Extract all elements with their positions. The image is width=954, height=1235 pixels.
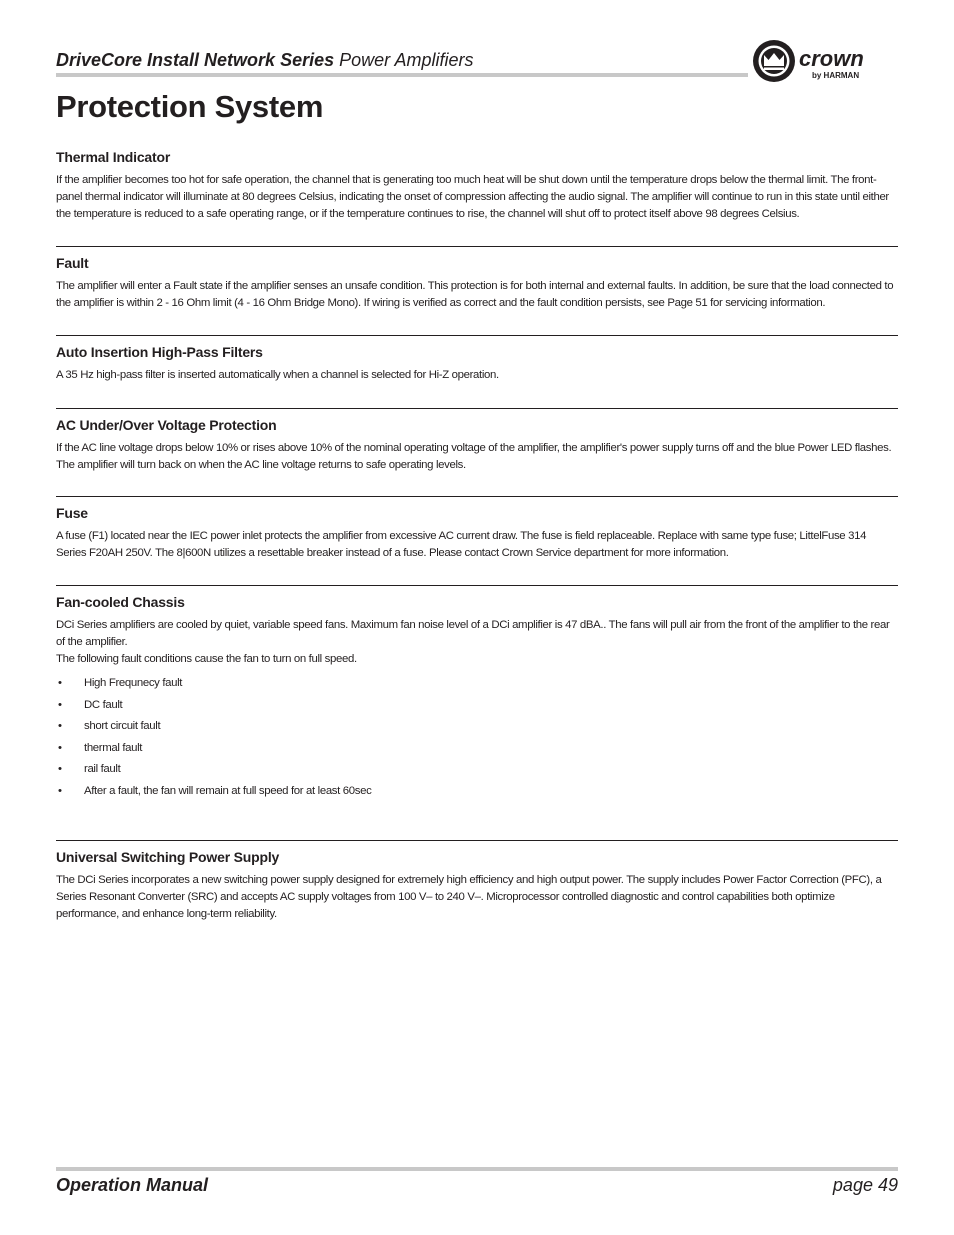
crown-logo <box>750 37 900 85</box>
section-power-supply <box>56 840 898 922</box>
section-body: The DCi Series incorporates a new switching power supply designed for extremely high efficiency and high output power. The supply includes Power Factor Correction (PFC), a Series Resonant Converter (SRC) and accepts AC supply voltages from 100 V– to 240 V–. Microprocessor controlled diagnostic and control capabilities both optimize performance, and enhance long-term reliability. <box>56 874 882 920</box>
bullet-icon: • <box>58 741 62 754</box>
section-heading: Universal Switching Power Supply <box>56 849 280 866</box>
logo-harman-text: by HARMAN <box>812 71 860 80</box>
list-item: • rail fault <box>56 759 898 781</box>
bullet-icon: • <box>58 720 62 733</box>
crown-emblem-icon <box>753 40 795 82</box>
section-high-pass-filters <box>56 335 898 408</box>
section-heading: AC Under/Over Voltage Protection <box>56 416 277 433</box>
list-item: • After a fault, the fan will remain at full speed for at least 60sec <box>56 781 898 803</box>
section-body: If the AC line voltage drops below 10% or rises above 10% of the nominal operating voltage of the amplifier, the amplifier's power supply turns off and the blue Power LED flashes. The amplifier will turn back on when the AC line voltage returns to safe operating levels. <box>56 441 892 471</box>
bullet-icon: • <box>58 784 62 797</box>
section-fault <box>56 246 898 335</box>
logo-wordmark: crown <box>799 46 864 71</box>
list-item: • DC fault <box>56 695 898 717</box>
header-series-name: DriveCore Install Network Series <box>56 50 335 70</box>
section-heading: Thermal Indicator <box>56 149 171 165</box>
list-item: • short circuit fault <box>56 716 898 738</box>
section-fan-cooled-chassis <box>56 585 898 840</box>
list-item: • High Frequnecy fault <box>56 673 898 695</box>
section-heading: Fuse <box>56 505 88 522</box>
fan-fault-list <box>56 673 898 802</box>
section-thermal-indicator <box>56 149 898 246</box>
section-heading: Fan-cooled Chassis <box>56 593 185 610</box>
section-body: DCi Series amplifiers are cooled by quiet, variable speed fans. Maximum fan noise level of a DCi amplifier is 47 dBA.. The fans will pull air from the front of the amplifier to the rear of the amplifier. <box>56 618 890 648</box>
section-body: A 35 Hz high-pass filter is inserted automatically when a channel is selected for Hi-Z operation. <box>56 368 499 381</box>
page-title: Protection System <box>56 89 324 124</box>
header-series-subtitle: Power Amplifiers <box>339 50 474 70</box>
header-rule <box>56 73 748 77</box>
section-fuse <box>56 496 898 585</box>
section-heading: Fault <box>56 255 89 272</box>
page-number: page 49 <box>832 1175 898 1195</box>
footer-rule <box>56 1167 898 1171</box>
footer-manual-title: Operation Manual <box>56 1175 209 1195</box>
section-body: If the amplifier becomes too hot for safe operation, the channel that is generating too much heat will be shut down until the temperature drops below the thermal limit. The front-panel thermal indicator will illuminate at 80 degrees Celsius, indicating the onset of compression affecting the audio signal. The amplifier will continue to run in this state until either the temperature is reduced to a safe operating range, or if the temperature continues to rise, the channel will shut off to protect itself above 98 degrees Celsius. <box>56 174 889 220</box>
section-heading: Auto Insertion High-Pass Filters <box>56 343 263 360</box>
section-body-fan-conditions: The following fault conditions cause the fan to turn on full speed. <box>56 652 357 665</box>
header-title <box>56 50 474 71</box>
list-item: • thermal fault <box>56 738 898 760</box>
bullet-icon: • <box>58 677 62 690</box>
bullet-icon: • <box>58 763 62 776</box>
content <box>56 149 898 923</box>
bullet-icon: • <box>58 698 62 711</box>
section-ac-voltage-protection <box>56 408 898 497</box>
section-body: The amplifier will enter a Fault state if the amplifier senses an unsafe condition. This protection is for both internal and external faults. In addition, be sure that the load connected to the amplifier is within 2 - 16 Ohm limit (4 - 16 Ohm Bridge Mono). If wiring is verified as correct and the fault condition persists, see Page 51 for servicing information. <box>56 280 894 310</box>
section-body: A fuse (F1) located near the IEC power inlet protects the amplifier from excessive AC current draw. The fuse is field replaceable. Replace with same type fuse; LittelFuse 314 Series F20AH 250V. The 8|600N utilizes a resettable breaker instead of a fuse. Please contact Crown Service department for more information. <box>56 530 867 560</box>
